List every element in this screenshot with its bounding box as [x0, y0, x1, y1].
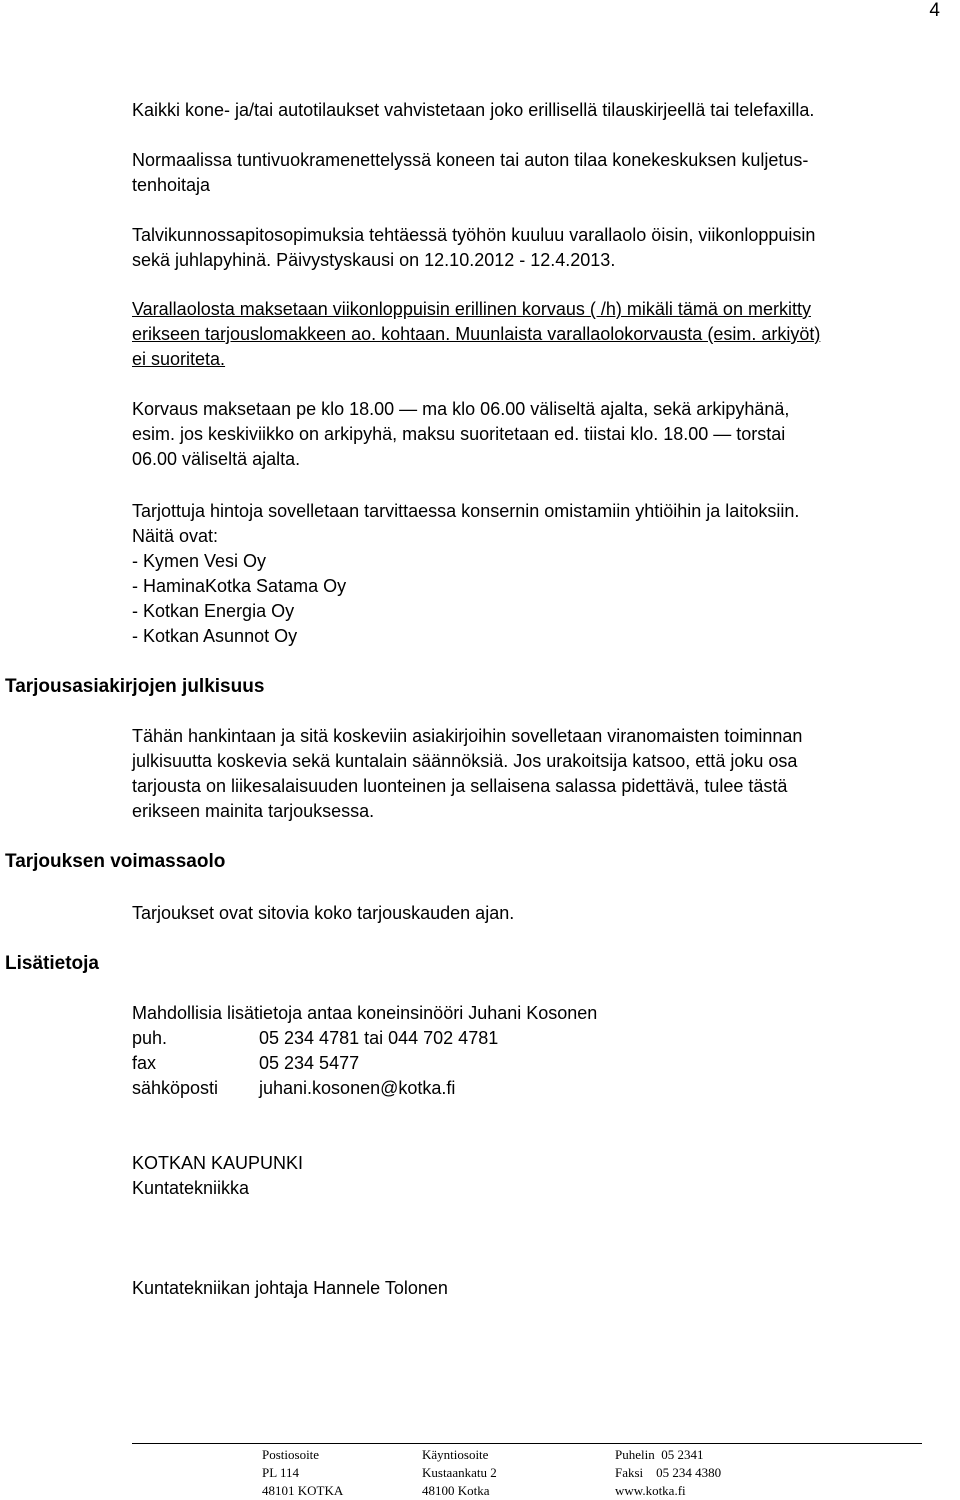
list-item: - Kotkan Asunnot Oy [132, 626, 298, 646]
paragraph-konserni [132, 499, 958, 649]
contact-row-fax [132, 1051, 597, 1076]
footer-col-phone [615, 1446, 775, 1500]
heading-julkisuus: Tarjousasiakirjojen julkisuus [5, 676, 265, 697]
contact-block [132, 1001, 597, 1101]
text-line: Tähän hankintaan ja sitä koskeviin asiakirjoihin sovelletaan viranomaisten toiminnan [132, 726, 803, 746]
text-line: esim. jos keskiviikko on arkipyhä, maksu suoritetaan ed. tiistai klo. 18.00 — torstai [132, 424, 786, 444]
text-line: Normaalissa tuntivuokramenettelyssä koneen tai auton tilaa konekeskuksen kuljetus- [132, 150, 809, 170]
text-line: Korvaus maksetaan pe klo 18.00 — ma klo 06.00 väliseltä ajalta, sekä arkipyhänä, [132, 399, 790, 419]
footer-text: Käyntiosoite [422, 1447, 489, 1462]
contact-label: sähköposti [132, 1078, 219, 1098]
text-line: ei suoriteta. [132, 349, 226, 369]
org-unit: Kuntatekniikka [132, 1178, 250, 1198]
paragraph-voimassaolo [132, 901, 958, 926]
heading-lisatietoja: Lisätietoja [5, 953, 99, 974]
footer-text: www.kotka.fi [615, 1483, 686, 1498]
paragraph-tuntivuokra [132, 148, 958, 198]
footer-divider [132, 1443, 922, 1444]
paragraph-julkisuus [132, 724, 958, 824]
text-line: 06.00 väliseltä ajalta. [132, 449, 301, 469]
text-line: Talvikunnossapitosopimuksia tehtäessä työhön kuuluu varallaolo öisin, viikonloppuisin [132, 225, 816, 245]
contact-value: 05 234 5477 [259, 1053, 360, 1073]
text-line: sekä juhlapyhinä. Päivystyskausi on 12.10.2012 - 12.4.2013. [132, 250, 616, 270]
list-item: - Kotkan Energia Oy [132, 601, 295, 621]
contact-row-email [132, 1076, 597, 1101]
text-line: tenhoitaja [132, 175, 211, 195]
text-line: Kaikki kone- ja/tai autotilaukset vahvistetaan joko erillisellä tilauskirjeellä tai telefaxilla. [132, 100, 815, 120]
footer-text: Kustaankatu 2 [422, 1465, 497, 1480]
paragraph-talvikunnossapito [132, 223, 958, 273]
footer-col-visit [422, 1446, 615, 1500]
footer-text: Puhelin 05 2341 [615, 1447, 704, 1462]
text-line: erikseen tarjouslomakkeen ao. kohtaan. Muunlaista varallaolokorvausta (esim. arkiyöt) [132, 324, 821, 344]
paragraph-tilaukset [132, 98, 958, 123]
text-line: Varallaolosta maksetaan viikonloppuisin erillinen korvaus ( /h) mikäli tämä on merkitty [132, 299, 811, 319]
list-item: - Kymen Vesi Oy [132, 551, 267, 571]
paragraph-varallaolo [132, 297, 958, 372]
footer [262, 1446, 822, 1500]
text-line: julkisuutta koskevia sekä kuntalain säännöksiä. Jos urakoitsija katsoo, että joku osa [132, 751, 798, 771]
text-line: Näitä ovat: [132, 526, 219, 546]
signature [132, 1276, 958, 1301]
contact-value: juhani.kosonen@kotka.fi [259, 1078, 456, 1098]
contact-label: fax [132, 1053, 157, 1073]
signature-line: Kuntatekniikan johtaja Hannele Tolonen [132, 1278, 448, 1298]
footer-text: 48101 KOTKA [262, 1483, 344, 1498]
footer-text: Postiosoite [262, 1447, 320, 1462]
contact-label: puh. [132, 1028, 168, 1048]
contact-intro: Mahdollisia lisätietoja antaa koneinsinööri Juhani Kosonen [132, 1003, 598, 1023]
list-item: - HaminaKotka Satama Oy [132, 576, 347, 596]
footer-text: 48100 Kotka [422, 1483, 490, 1498]
contact-row-phone [132, 1026, 597, 1051]
text-line: Tarjoukset ovat sitovia koko tarjouskauden ajan. [132, 903, 515, 923]
footer-text: Faksi 05 234 4380 [615, 1465, 722, 1480]
heading-voimassaolo: Tarjouksen voimassaolo [5, 851, 226, 872]
text-line: tarjousta on liikesalaisuuden luonteinen ja sellaisena salassa pidettävä, tulee tästä [132, 776, 788, 796]
contact-value: 05 234 4781 tai 044 702 4781 [259, 1028, 499, 1048]
footer-col-postal [262, 1446, 422, 1500]
page-number: 4 [929, 0, 940, 21]
text-line: Tarjottuja hintoja sovelletaan tarvittaessa konsernin omistamiin yhtiöihin ja laitoksiin. [132, 501, 800, 521]
paragraph-korvaus [132, 397, 958, 472]
org-name: KOTKAN KAUPUNKI [132, 1153, 304, 1173]
organization-block [132, 1151, 958, 1201]
footer-text: PL 114 [262, 1465, 299, 1480]
text-line: erikseen mainita tarjouksessa. [132, 801, 375, 821]
